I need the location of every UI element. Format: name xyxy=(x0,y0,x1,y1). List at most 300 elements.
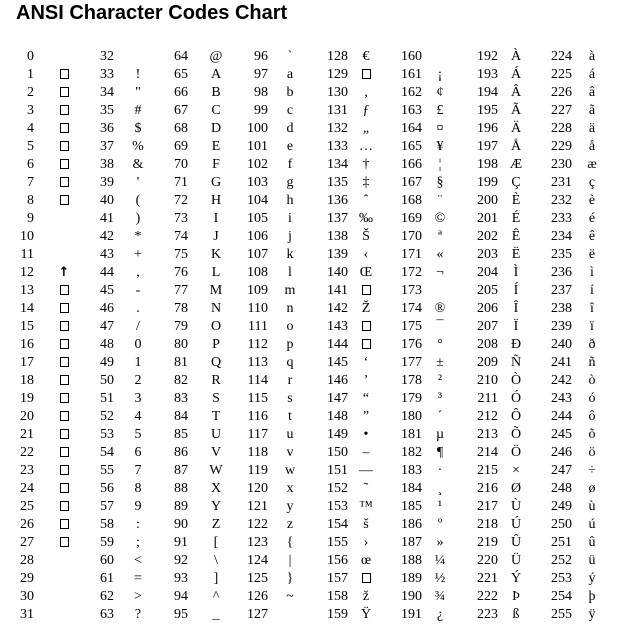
char-glyph: 0 xyxy=(134,337,142,352)
char-code: 69 xyxy=(174,139,188,154)
box-icon xyxy=(60,141,69,151)
char-code: 128 xyxy=(327,49,348,64)
char-glyph: ¥ xyxy=(436,139,444,154)
char-glyph: 1 xyxy=(134,355,142,370)
char-code: 94 xyxy=(174,589,188,604)
char-glyph: ‘ xyxy=(363,355,369,370)
char-code: 81 xyxy=(174,355,188,370)
char-code: 17 xyxy=(20,355,34,370)
char-glyph: x xyxy=(286,481,294,496)
char-code: 46 xyxy=(100,301,114,316)
char-code: 149 xyxy=(327,427,348,442)
char-code: 247 xyxy=(551,463,572,478)
char-code: 38 xyxy=(100,157,114,172)
char-glyph: @ xyxy=(209,49,223,64)
char-code: 124 xyxy=(247,553,268,568)
char-code: 152 xyxy=(327,481,348,496)
char-glyph: ñ xyxy=(588,355,596,370)
missing-glyph-box xyxy=(52,156,76,174)
char-code: 106 xyxy=(247,229,268,244)
char-glyph: ž xyxy=(362,589,370,604)
char-glyph xyxy=(428,282,452,300)
char-glyph: â xyxy=(588,85,596,100)
box-icon xyxy=(60,429,69,439)
char-glyph: ] xyxy=(213,571,219,586)
char-code: 0 xyxy=(27,49,34,64)
char-glyph: ç xyxy=(588,175,596,190)
box-icon xyxy=(60,357,69,367)
char-code: 122 xyxy=(247,517,268,532)
page-title: ANSI Character Codes Chart xyxy=(16,2,288,24)
box-icon xyxy=(60,393,69,403)
char-code: 201 xyxy=(477,211,498,226)
char-code: 157 xyxy=(327,571,348,586)
char-glyph: õ xyxy=(588,427,596,442)
char-code: 209 xyxy=(477,355,498,370)
char-code: 206 xyxy=(477,301,498,316)
char-glyph: Ç xyxy=(511,175,521,190)
char-glyph: ) xyxy=(135,211,141,226)
char-code: 174 xyxy=(401,301,422,316)
char-code: 19 xyxy=(20,391,34,406)
missing-glyph-box xyxy=(52,462,76,480)
char-code: 125 xyxy=(247,571,268,586)
char-code: 90 xyxy=(174,517,188,532)
char-code: 189 xyxy=(401,571,422,586)
char-code: 193 xyxy=(477,67,498,82)
char-code: 243 xyxy=(551,391,572,406)
char-code: 202 xyxy=(477,229,498,244)
char-glyph: M xyxy=(209,283,223,298)
char-code: 231 xyxy=(551,175,572,190)
char-glyph xyxy=(52,228,76,246)
char-code: 97 xyxy=(254,67,268,82)
missing-glyph-box xyxy=(52,498,76,516)
char-glyph: i xyxy=(288,211,292,226)
char-glyph: j xyxy=(288,229,292,244)
char-glyph: + xyxy=(134,247,142,262)
char-code: 145 xyxy=(327,355,348,370)
char-code: 138 xyxy=(327,229,348,244)
char-code: 248 xyxy=(551,481,572,496)
char-glyph: z xyxy=(286,517,294,532)
char-code: 119 xyxy=(247,463,268,478)
char-glyph: u xyxy=(286,427,294,442)
char-glyph: è xyxy=(588,193,596,208)
char-code: 170 xyxy=(401,229,422,244)
box-icon xyxy=(60,303,69,313)
char-glyph: G xyxy=(210,175,222,190)
missing-glyph-box xyxy=(52,120,76,138)
missing-glyph-box xyxy=(52,480,76,498)
char-glyph xyxy=(52,48,76,66)
char-glyph: £ xyxy=(436,103,444,118)
char-glyph: 7 xyxy=(134,463,142,478)
character-table xyxy=(0,48,627,624)
char-code: 195 xyxy=(477,103,498,118)
char-code: 121 xyxy=(247,499,268,514)
char-code: 210 xyxy=(477,373,498,388)
char-glyph: F xyxy=(212,157,220,172)
char-code: 105 xyxy=(247,211,268,226)
char-code: 197 xyxy=(477,139,498,154)
char-glyph: e xyxy=(286,139,294,154)
missing-glyph-box xyxy=(52,282,76,300)
char-glyph: ~ xyxy=(286,589,294,604)
char-glyph: Œ xyxy=(359,265,373,280)
char-code: 109 xyxy=(247,283,268,298)
char-code: 48 xyxy=(100,337,114,352)
char-code: 190 xyxy=(401,589,422,604)
char-glyph: n xyxy=(286,301,294,316)
char-glyph: 9 xyxy=(134,499,142,514)
char-code: 118 xyxy=(247,445,268,460)
char-code: 74 xyxy=(174,229,188,244)
char-glyph: \ xyxy=(214,553,218,568)
char-glyph: L xyxy=(211,265,221,280)
char-glyph: 3 xyxy=(134,391,142,406)
char-glyph: ‡ xyxy=(362,175,370,190)
char-code: 85 xyxy=(174,427,188,442)
char-glyph: ¾ xyxy=(434,589,446,604)
char-glyph: ¹ xyxy=(437,499,443,514)
char-code: 137 xyxy=(327,211,348,226)
char-glyph: , xyxy=(136,265,140,280)
box-icon xyxy=(60,483,69,493)
char-glyph: ý xyxy=(588,571,596,586)
char-code: 220 xyxy=(477,553,498,568)
char-code: 84 xyxy=(174,409,188,424)
char-glyph: & xyxy=(132,157,144,172)
box-icon xyxy=(362,69,371,79)
char-code: 163 xyxy=(401,103,422,118)
char-code: 28 xyxy=(20,553,34,568)
char-glyph: l xyxy=(288,265,292,280)
char-code: 240 xyxy=(551,337,572,352)
char-glyph: K xyxy=(210,247,222,262)
char-code: 4 xyxy=(27,121,34,136)
char-code: 13 xyxy=(20,283,34,298)
char-glyph: A xyxy=(210,67,222,82)
char-glyph: . xyxy=(136,301,140,316)
char-code: 64 xyxy=(174,49,188,64)
char-glyph: « xyxy=(436,247,444,262)
char-glyph: H xyxy=(210,193,222,208)
missing-glyph-box xyxy=(52,534,76,552)
char-glyph: I xyxy=(213,211,219,226)
char-code: 52 xyxy=(100,409,114,424)
char-code: 16 xyxy=(20,337,34,352)
char-glyph: # xyxy=(134,103,142,118)
char-code: 20 xyxy=(20,409,34,424)
char-glyph: Ä xyxy=(510,121,522,136)
char-code: 87 xyxy=(174,463,188,478)
char-glyph: ú xyxy=(588,517,596,532)
char-glyph: ’ xyxy=(363,373,369,388)
char-glyph: * xyxy=(134,229,142,244)
char-code: 253 xyxy=(551,571,572,586)
char-code: 135 xyxy=(327,175,348,190)
char-code: 56 xyxy=(100,481,114,496)
char-glyph: ² xyxy=(437,373,443,388)
char-code: 102 xyxy=(247,157,268,172)
char-glyph xyxy=(52,210,76,228)
char-glyph: O xyxy=(210,319,222,334)
char-code: 96 xyxy=(254,49,268,64)
char-glyph: ë xyxy=(588,247,596,262)
char-code: 63 xyxy=(100,607,114,622)
char-code: 113 xyxy=(247,355,268,370)
char-code: 5 xyxy=(27,139,34,154)
char-code: 41 xyxy=(100,211,114,226)
char-code: 61 xyxy=(100,571,114,586)
char-glyph: N xyxy=(210,301,222,316)
char-code: 160 xyxy=(401,49,422,64)
char-glyph: ¢ xyxy=(436,85,444,100)
char-glyph: î xyxy=(590,301,594,316)
char-code: 117 xyxy=(247,427,268,442)
char-code: 60 xyxy=(100,553,114,568)
missing-glyph-box xyxy=(52,336,76,354)
box-icon xyxy=(362,285,371,295)
missing-glyph-box xyxy=(52,84,76,102)
char-code: 116 xyxy=(247,409,268,424)
char-glyph: í xyxy=(590,283,594,298)
char-code: 182 xyxy=(401,445,422,460)
char-code: 168 xyxy=(401,193,422,208)
char-glyph: ø xyxy=(588,481,596,496)
char-glyph: c xyxy=(286,103,294,118)
char-code: 239 xyxy=(551,319,572,334)
char-code: 58 xyxy=(100,517,114,532)
box-icon xyxy=(60,69,69,79)
char-glyph: E xyxy=(211,139,221,154)
char-code: 141 xyxy=(327,283,348,298)
char-code: 187 xyxy=(401,535,422,550)
char-code: 104 xyxy=(247,193,268,208)
char-code: 159 xyxy=(327,607,348,622)
char-glyph: ‰ xyxy=(359,211,373,226)
char-code: 66 xyxy=(174,85,188,100)
char-glyph: ¬ xyxy=(436,265,444,280)
char-code: 249 xyxy=(551,499,572,514)
char-code: 172 xyxy=(401,265,422,280)
char-code: 154 xyxy=(327,517,348,532)
char-glyph: ´ xyxy=(437,409,443,424)
char-code: 161 xyxy=(401,67,422,82)
char-glyph: a xyxy=(286,67,294,82)
char-glyph: 8 xyxy=(134,481,142,496)
char-glyph: Ò xyxy=(510,373,522,388)
char-glyph: ˆ xyxy=(363,193,369,208)
char-glyph: ò xyxy=(588,373,596,388)
char-code: 241 xyxy=(551,355,572,370)
char-code: 77 xyxy=(174,283,188,298)
char-glyph: ö xyxy=(588,445,596,460)
char-glyph: S xyxy=(212,391,220,406)
char-code: 205 xyxy=(477,283,498,298)
char-code: 120 xyxy=(247,481,268,496)
char-glyph: È xyxy=(511,193,521,208)
char-code: 95 xyxy=(174,607,188,622)
char-glyph: R xyxy=(211,373,221,388)
missing-glyph-box xyxy=(52,408,76,426)
char-code: 218 xyxy=(477,517,498,532)
char-code: 134 xyxy=(327,157,348,172)
char-glyph: á xyxy=(588,67,596,82)
missing-glyph-box xyxy=(52,300,76,318)
char-code: 156 xyxy=(327,553,348,568)
char-glyph: é xyxy=(588,211,596,226)
char-glyph: Ó xyxy=(510,391,522,406)
char-code: 70 xyxy=(174,157,188,172)
char-code: 207 xyxy=(477,319,498,334)
char-code: 234 xyxy=(551,229,572,244)
char-glyph: w xyxy=(284,463,296,478)
char-code: 140 xyxy=(327,265,348,280)
char-code: 139 xyxy=(327,247,348,262)
char-code: 169 xyxy=(401,211,422,226)
char-glyph: U xyxy=(210,427,222,442)
char-glyph: ` xyxy=(287,49,293,64)
char-code: 57 xyxy=(100,499,114,514)
char-code: 71 xyxy=(174,175,188,190)
char-glyph: ¦ xyxy=(438,157,442,172)
char-code: 107 xyxy=(247,247,268,262)
char-code: 184 xyxy=(401,481,422,496)
char-glyph: ¶ xyxy=(436,445,444,460)
char-code: 221 xyxy=(477,571,498,586)
missing-glyph-box xyxy=(52,372,76,390)
char-glyph: ↑ xyxy=(58,265,70,280)
char-glyph: © xyxy=(434,211,446,226)
char-glyph: ^ xyxy=(212,589,220,604)
char-code: 200 xyxy=(477,193,498,208)
char-code: 217 xyxy=(477,499,498,514)
char-code: 153 xyxy=(327,499,348,514)
char-glyph: Ð xyxy=(510,337,522,352)
char-code: 178 xyxy=(401,373,422,388)
char-code: 127 xyxy=(247,607,268,622)
char-code: 251 xyxy=(551,535,572,550)
missing-glyph-box xyxy=(52,174,76,192)
char-code: 232 xyxy=(551,193,572,208)
char-code: 235 xyxy=(551,247,572,262)
char-glyph: > xyxy=(134,589,142,604)
char-code: 78 xyxy=(174,301,188,316)
char-glyph: ª xyxy=(438,229,442,244)
char-code: 222 xyxy=(477,589,498,604)
char-glyph: Ê xyxy=(511,229,521,244)
char-code: 142 xyxy=(327,301,348,316)
char-glyph: × xyxy=(512,463,520,478)
char-code: 33 xyxy=(100,67,114,82)
char-code: 133 xyxy=(327,139,348,154)
char-glyph: 2 xyxy=(134,373,142,388)
char-code: 255 xyxy=(551,607,572,622)
char-code: 254 xyxy=(551,589,572,604)
missing-glyph-box xyxy=(354,570,378,588)
char-code: 166 xyxy=(401,157,422,172)
char-code: 110 xyxy=(247,301,268,316)
char-glyph: ™ xyxy=(359,499,373,514)
missing-glyph-box xyxy=(52,426,76,444)
char-code: 91 xyxy=(174,535,188,550)
char-code: 214 xyxy=(477,445,498,460)
char-glyph: ï xyxy=(590,319,594,334)
char-code: 186 xyxy=(401,517,422,532)
char-glyph: f xyxy=(287,157,293,172)
char-code: 151 xyxy=(327,463,348,478)
box-icon xyxy=(60,159,69,169)
char-code: 115 xyxy=(247,391,268,406)
char-code: 123 xyxy=(247,535,268,550)
char-code: 14 xyxy=(20,301,34,316)
char-glyph: $ xyxy=(134,121,142,136)
char-glyph: ® xyxy=(434,301,446,316)
char-code: 130 xyxy=(327,85,348,100)
char-code: 22 xyxy=(20,445,34,460)
char-code: 11 xyxy=(20,247,34,262)
char-code: 114 xyxy=(247,373,268,388)
char-code: 204 xyxy=(477,265,498,280)
char-code: 196 xyxy=(477,121,498,136)
char-code: 23 xyxy=(20,463,34,478)
char-glyph xyxy=(126,48,150,66)
char-glyph: Q xyxy=(210,355,222,370)
char-code: 171 xyxy=(401,247,422,262)
char-code: 101 xyxy=(247,139,268,154)
char-glyph: ¡ xyxy=(437,67,443,82)
char-code: 223 xyxy=(477,607,498,622)
char-code: 250 xyxy=(551,517,572,532)
char-glyph: g xyxy=(286,175,294,190)
char-glyph: à xyxy=(588,49,596,64)
char-code: 36 xyxy=(100,121,114,136)
char-glyph: µ xyxy=(435,427,445,442)
char-code: 49 xyxy=(100,355,114,370)
char-glyph: ¸ xyxy=(437,481,443,496)
char-glyph: ” xyxy=(362,409,370,424)
missing-glyph-box xyxy=(354,66,378,84)
char-glyph: q xyxy=(286,355,294,370)
char-glyph: ½ xyxy=(434,571,446,586)
char-glyph: s xyxy=(287,391,293,406)
box-icon xyxy=(60,87,69,97)
char-code: 45 xyxy=(100,283,114,298)
char-code: 230 xyxy=(551,157,572,172)
char-code: 198 xyxy=(477,157,498,172)
char-code: 12 xyxy=(20,265,34,280)
char-glyph: y xyxy=(286,499,294,514)
char-glyph: r xyxy=(287,373,293,388)
char-code: 176 xyxy=(401,337,422,352)
char-glyph: Á xyxy=(510,67,522,82)
char-glyph: 5 xyxy=(134,427,142,442)
char-glyph: Û xyxy=(510,535,522,550)
char-glyph: V xyxy=(210,445,222,460)
box-icon xyxy=(60,537,69,547)
char-glyph: À xyxy=(510,49,522,64)
char-code: 32 xyxy=(100,49,114,64)
char-glyph: m xyxy=(284,283,296,298)
char-code: 24 xyxy=(20,481,34,496)
char-code: 147 xyxy=(327,391,348,406)
char-glyph: Î xyxy=(513,301,519,316)
char-glyph: d xyxy=(286,121,294,136)
char-code: 8 xyxy=(27,193,34,208)
char-code: 173 xyxy=(401,283,422,298)
